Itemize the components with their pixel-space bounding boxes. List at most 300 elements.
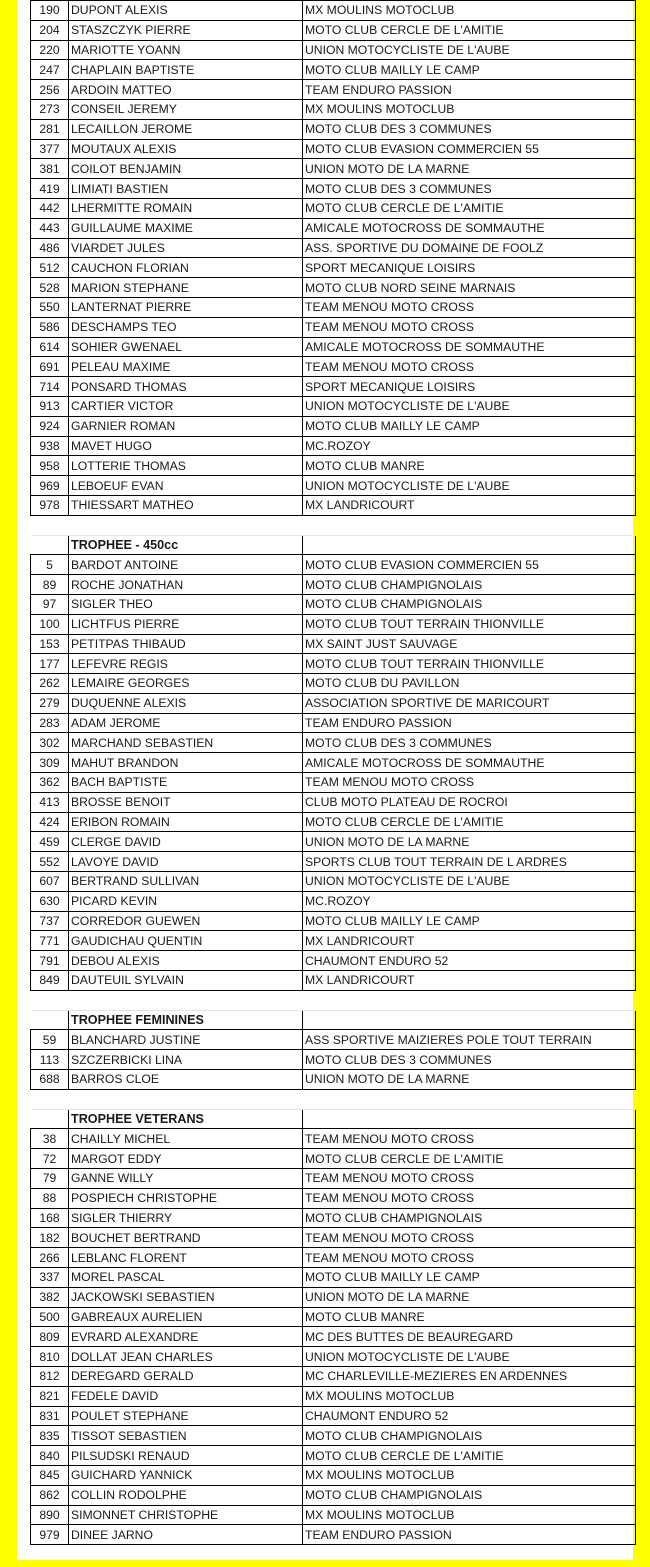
rider-number: 924 [31,416,69,436]
rider-number: 552 [31,852,69,872]
rider-name: DINEE JARNO [69,1525,303,1545]
rider-row [31,792,636,812]
rider-club: UNION MOTO DE LA MARNE [303,159,636,179]
rider-row [31,416,636,436]
rider-row [31,594,636,614]
rider-row [31,634,636,654]
rider-club: CHAUMONT ENDURO 52 [303,1406,636,1426]
rider-club: MOTO CLUB MAILLY LE CAMP [303,60,636,80]
rider-number: 382 [31,1287,69,1307]
section-spacer [31,990,636,1010]
rider-name: LEFEVRE REGIS [69,654,303,674]
rider-number: 168 [31,1208,69,1228]
rider-row [31,773,636,793]
rider-number: 377 [31,139,69,159]
rider-number: 72 [31,1149,69,1169]
rider-name: BARROS CLOE [69,1070,303,1090]
rider-club: MOTO CLUB EVASION COMMERCIEN 55 [303,139,636,159]
rider-row [31,1327,636,1347]
section-header-blank [303,1109,636,1129]
rider-row [31,40,636,60]
rider-number: 812 [31,1366,69,1386]
rider-name: MARGOT EDDY [69,1149,303,1169]
rider-number: 177 [31,654,69,674]
rider-club: ASS SPORTIVE MAIZIERES POLE TOUT TERRAIN [303,1030,636,1050]
rider-row [31,1268,636,1288]
rider-club: MOTO CLUB MANRE [303,1307,636,1327]
rider-club: TEAM MENOU MOTO CROSS [303,317,636,337]
rider-club: UNION MOTOCYCLISTE DE L'AUBE [303,1347,636,1367]
rider-name: BOUCHET BERTRAND [69,1228,303,1248]
rider-row [31,1485,636,1505]
rider-name: PELEAU MAXIME [69,357,303,377]
rider-number: 79 [31,1169,69,1189]
section-header-row [31,1010,636,1030]
rider-number: 247 [31,60,69,80]
rider-club: MOTO CLUB CERCLE DE L'AMITIE [303,812,636,832]
rider-name: MARCHAND SEBASTIEN [69,733,303,753]
rider-name: FEDELE DAVID [69,1386,303,1406]
rider-row [31,1248,636,1268]
rider-club: MX SAINT JUST SAUVAGE [303,634,636,654]
rider-number: 512 [31,258,69,278]
rider-row [31,555,636,575]
rider-club: TEAM MENOU MOTO CROSS [303,1228,636,1248]
rider-name: SOHIER GWENAEL [69,337,303,357]
rider-number: 831 [31,1406,69,1426]
rider-number: 443 [31,218,69,238]
rider-name: LEBLANC FLORENT [69,1248,303,1268]
rider-club: MOTO CLUB DES 3 COMMUNES [303,733,636,753]
rider-club: UNION MOTO DE LA MARNE [303,1287,636,1307]
rider-club: TEAM MENOU MOTO CROSS [303,1248,636,1268]
rider-name: GAUDICHAU QUENTIN [69,931,303,951]
rider-name: MARIOTTE YOANN [69,40,303,60]
rider-number: 442 [31,198,69,218]
section-spacer [31,1089,636,1109]
rider-name: LANTERNAT PIERRE [69,297,303,317]
rider-club: MOTO CLUB DES 3 COMMUNES [303,1050,636,1070]
rider-club: MC CHARLEVILLE-MEZIERES EN ARDENNES [303,1366,636,1386]
rider-club: CLUB MOTO PLATEAU DE ROCROI [303,792,636,812]
rider-name: LEMAIRE GEORGES [69,674,303,694]
rider-name: ROCHE JONATHAN [69,575,303,595]
rider-row [31,1525,636,1545]
rider-name: GUICHARD YANNICK [69,1465,303,1485]
rider-name: GUILLAUME MAXIME [69,218,303,238]
rider-club: MOTO CLUB CERCLE DE L'AMITIE [303,198,636,218]
rider-name: MARION STEPHANE [69,278,303,298]
section-header-row [31,1109,636,1129]
rider-number: 849 [31,971,69,991]
rider-name: PICARD KEVIN [69,891,303,911]
rider-row [31,80,636,100]
rider-name: PILSUDSKI RENAUD [69,1446,303,1466]
rider-number: 500 [31,1307,69,1327]
rider-row [31,297,636,317]
rider-row [31,971,636,991]
rider-row [31,60,636,80]
rider-number: 89 [31,575,69,595]
rider-club: UNION MOTO DE LA MARNE [303,832,636,852]
rider-row [31,1228,636,1248]
rider-number: 419 [31,179,69,199]
rider-number: 958 [31,456,69,476]
rider-club: CHAUMONT ENDURO 52 [303,951,636,971]
rider-club: TEAM MENOU MOTO CROSS [303,297,636,317]
rider-row [31,1386,636,1406]
rider-name: TISSOT SEBASTIEN [69,1426,303,1446]
rider-row [31,179,636,199]
rider-club: AMICALE MOTOCROSS DE SOMMAUTHE [303,753,636,773]
rider-name: DUPONT ALEXIS [69,1,303,21]
rider-name: BARDOT ANTOINE [69,555,303,575]
rider-name: PONSARD THOMAS [69,377,303,397]
rider-row [31,575,636,595]
rider-number: 100 [31,614,69,634]
rider-row [31,852,636,872]
rider-club: TEAM MENOU MOTO CROSS [303,773,636,793]
rider-number: 979 [31,1525,69,1545]
rider-row [31,1406,636,1426]
rider-club: MC.ROZOY [303,891,636,911]
rider-number: 279 [31,693,69,713]
rider-number: 97 [31,594,69,614]
rider-club: SPORT MECANIQUE LOISIRS [303,377,636,397]
spacer-cell [303,990,636,1010]
rider-number: 845 [31,1465,69,1485]
rider-club: AMICALE MOTOCROSS DE SOMMAUTHE [303,218,636,238]
rider-name: SIGLER THEO [69,594,303,614]
section-header-blank [31,1010,69,1030]
rider-number: 978 [31,495,69,515]
rider-name: PETITPAS THIBAUD [69,634,303,654]
rider-club: TEAM MENOU MOTO CROSS [303,357,636,377]
rider-club: MOTO CLUB DES 3 COMMUNES [303,179,636,199]
rider-row [31,654,636,674]
section-title: TROPHEE VETERANS [69,1109,303,1129]
rider-number: 771 [31,931,69,951]
rider-name: BACH BAPTISTE [69,773,303,793]
rider-club: MX MOULINS MOTOCLUB [303,1505,636,1525]
section-header-blank [31,535,69,555]
rider-name: DESCHAMPS TEO [69,317,303,337]
rider-name: POULET STEPHANE [69,1406,303,1426]
rider-name: DOLLAT JEAN CHARLES [69,1347,303,1367]
rider-row [31,1169,636,1189]
rider-name: STASZCZYK PIERRE [69,20,303,40]
rider-number: 459 [31,832,69,852]
rider-name: LAVOYE DAVID [69,852,303,872]
spacer-cell [303,515,636,535]
spacer-cell [303,1089,636,1109]
rider-club: MX MOULINS MOTOCLUB [303,1465,636,1485]
rider-club: MX MOULINS MOTOCLUB [303,99,636,119]
rider-number: 737 [31,911,69,931]
entry-list-sheet [17,0,633,1560]
rider-name: CLERGE DAVID [69,832,303,852]
rider-name: ARDOIN MATTEO [69,80,303,100]
rider-number: 59 [31,1030,69,1050]
rider-row [31,1465,636,1485]
rider-row [31,317,636,337]
rider-number: 586 [31,317,69,337]
rider-row [31,1208,636,1228]
rider-club: UNION MOTO DE LA MARNE [303,1070,636,1090]
rider-name: MOREL PASCAL [69,1268,303,1288]
rider-name: CAUCHON FLORIAN [69,258,303,278]
rider-name: VIARDET JULES [69,238,303,258]
rider-name: DUQUENNE ALEXIS [69,693,303,713]
rider-row [31,258,636,278]
rider-club: UNION MOTOCYCLISTE DE L'AUBE [303,396,636,416]
rider-number: 821 [31,1386,69,1406]
spacer-cell [69,990,303,1010]
rider-row [31,753,636,773]
rider-name: GARNIER ROMAN [69,416,303,436]
rider-club: SPORT MECANIQUE LOISIRS [303,258,636,278]
rider-name: BERTRAND SULLIVAN [69,872,303,892]
section-header-blank [31,1109,69,1129]
rider-club: MOTO CLUB CHAMPIGNOLAIS [303,1208,636,1228]
rider-number: 840 [31,1446,69,1466]
rider-club: UNION MOTOCYCLISTE DE L'AUBE [303,872,636,892]
section-spacer [31,515,636,535]
rider-row [31,278,636,298]
rider-row [31,139,636,159]
rider-club: MC.ROZOY [303,436,636,456]
rider-row [31,495,636,515]
rider-name: EVRARD ALEXANDRE [69,1327,303,1347]
rider-club: MX MOULINS MOTOCLUB [303,1,636,21]
rider-row [31,1129,636,1149]
rider-row [31,218,636,238]
rider-row [31,1307,636,1327]
rider-club: TEAM ENDURO PASSION [303,80,636,100]
rider-number: 413 [31,792,69,812]
section-title: TROPHEE FEMININES [69,1010,303,1030]
rider-name: BROSSE BENOIT [69,792,303,812]
rider-name: THIESSART MATHEO [69,495,303,515]
spacer-cell [69,1089,303,1109]
rider-club: MOTO CLUB NORD SEINE MARNAIS [303,278,636,298]
rider-club: MX LANDRICOURT [303,931,636,951]
rider-row [31,119,636,139]
rider-row [31,159,636,179]
rider-row [31,812,636,832]
rider-club: MOTO CLUB MAILLY LE CAMP [303,1268,636,1288]
rider-name: LEBOEUF EVAN [69,476,303,496]
rider-row [31,377,636,397]
rider-number: 688 [31,1070,69,1090]
rider-number: 88 [31,1188,69,1208]
rider-club: MOTO CLUB DU PAVILLON [303,674,636,694]
rider-club: TEAM ENDURO PASSION [303,1525,636,1545]
rider-club: MOTO CLUB MAILLY LE CAMP [303,416,636,436]
rider-row [31,1,636,21]
rider-club: ASS. SPORTIVE DU DOMAINE DE FOOLZ [303,238,636,258]
rider-number: 381 [31,159,69,179]
rider-name: DEBOU ALEXIS [69,951,303,971]
rider-row [31,436,636,456]
section-title: TROPHEE - 450cc [69,535,303,555]
rider-club: MOTO CLUB CERCLE DE L'AMITIE [303,1149,636,1169]
rider-row [31,1070,636,1090]
rider-number: 890 [31,1505,69,1525]
rider-row [31,693,636,713]
rider-number: 938 [31,436,69,456]
rider-name: GABREAUX AURELIEN [69,1307,303,1327]
rider-row [31,20,636,40]
rider-number: 182 [31,1228,69,1248]
rider-club: MOTO CLUB CHAMPIGNOLAIS [303,1426,636,1446]
rider-name: LHERMITTE ROMAIN [69,198,303,218]
rider-number: 486 [31,238,69,258]
rider-club: MX LANDRICOURT [303,495,636,515]
rider-number: 630 [31,891,69,911]
rider-number: 607 [31,872,69,892]
rider-name: DAUTEUIL SYLVAIN [69,971,303,991]
rider-number: 714 [31,377,69,397]
rider-number: 38 [31,1129,69,1149]
rider-club: UNION MOTOCYCLISTE DE L'AUBE [303,476,636,496]
rider-number: 337 [31,1268,69,1288]
rider-row [31,832,636,852]
rider-row [31,713,636,733]
rider-number: 309 [31,753,69,773]
rider-number: 5 [31,555,69,575]
rider-club: TEAM ENDURO PASSION [303,713,636,733]
rider-number: 810 [31,1347,69,1367]
rider-row [31,357,636,377]
rider-row [31,1347,636,1367]
rider-number: 266 [31,1248,69,1268]
spacer-cell [31,990,69,1010]
rider-row [31,931,636,951]
rider-name: JACKOWSKI SEBASTIEN [69,1287,303,1307]
rider-name: LIMIATI BASTIEN [69,179,303,199]
rider-number: 835 [31,1426,69,1446]
rider-row [31,198,636,218]
rider-row [31,872,636,892]
rider-club: MOTO CLUB EVASION COMMERCIEN 55 [303,555,636,575]
rider-number: 969 [31,476,69,496]
rider-number: 273 [31,99,69,119]
rider-club: ASSOCIATION SPORTIVE DE MARICOURT [303,693,636,713]
rider-number: 809 [31,1327,69,1347]
rider-club: MC DES BUTTES DE BEAUREGARD [303,1327,636,1347]
rider-name: ADAM JEROME [69,713,303,733]
entry-list-table [30,0,636,1545]
rider-club: MOTO CLUB MAILLY LE CAMP [303,911,636,931]
rider-row [31,1050,636,1070]
rider-number: 528 [31,278,69,298]
spacer-cell [31,1089,69,1109]
rider-row [31,733,636,753]
spacer-cell [69,515,303,535]
rider-club: MOTO CLUB MANRE [303,456,636,476]
rider-number: 153 [31,634,69,654]
rider-name: SIGLER THIERRY [69,1208,303,1228]
rider-name: BLANCHARD JUSTINE [69,1030,303,1050]
rider-number: 283 [31,713,69,733]
rider-number: 113 [31,1050,69,1070]
rider-club: MX MOULINS MOTOCLUB [303,1386,636,1406]
rider-row [31,951,636,971]
rider-name: GANNE WILLY [69,1169,303,1189]
rider-name: MAVET HUGO [69,436,303,456]
rider-row [31,396,636,416]
section-header-blank [303,1010,636,1030]
rider-name: LICHTFUS PIERRE [69,614,303,634]
rider-name: CHAPLAIN BAPTISTE [69,60,303,80]
rider-club: MOTO CLUB TOUT TERRAIN THIONVILLE [303,614,636,634]
rider-number: 791 [31,951,69,971]
rider-row [31,674,636,694]
rider-name: CARTIER VICTOR [69,396,303,416]
rider-name: SZCZERBICKI LINA [69,1050,303,1070]
rider-club: AMICALE MOTOCROSS DE SOMMAUTHE [303,337,636,357]
rider-row [31,1149,636,1169]
rider-row [31,1505,636,1525]
rider-club: MOTO CLUB DES 3 COMMUNES [303,119,636,139]
rider-name: CHAILLY MICHEL [69,1129,303,1149]
rider-row [31,337,636,357]
rider-name: CONSEIL JEREMY [69,99,303,119]
rider-name: MOUTAUX ALEXIS [69,139,303,159]
rider-club: MOTO CLUB CERCLE DE L'AMITIE [303,1446,636,1466]
rider-number: 691 [31,357,69,377]
rider-name: ERIBON ROMAIN [69,812,303,832]
rider-club: MOTO CLUB TOUT TERRAIN THIONVILLE [303,654,636,674]
rider-row [31,1426,636,1446]
rider-row [31,1188,636,1208]
rider-row [31,911,636,931]
rider-club: MX LANDRICOURT [303,971,636,991]
rider-club: TEAM MENOU MOTO CROSS [303,1169,636,1189]
rider-number: 913 [31,396,69,416]
rider-name: DEREGARD GERALD [69,1366,303,1386]
rider-club: TEAM MENOU MOTO CROSS [303,1129,636,1149]
rider-number: 220 [31,40,69,60]
rider-number: 424 [31,812,69,832]
rider-club: SPORTS CLUB TOUT TERRAIN DE L ARDRES [303,852,636,872]
section-header-row [31,535,636,555]
rider-name: MAHUT BRANDON [69,753,303,773]
rider-row [31,238,636,258]
rider-number: 362 [31,773,69,793]
rider-number: 302 [31,733,69,753]
section-header-blank [303,535,636,555]
rider-row [31,891,636,911]
rider-club: MOTO CLUB CHAMPIGNOLAIS [303,594,636,614]
rider-name: LECAILLON JEROME [69,119,303,139]
rider-club: MOTO CLUB CERCLE DE L'AMITIE [303,20,636,40]
rider-name: LOTTERIE THOMAS [69,456,303,476]
rider-row [31,614,636,634]
rider-club: TEAM MENOU MOTO CROSS [303,1188,636,1208]
rider-name: CORREDOR GUEWEN [69,911,303,931]
rider-name: COILOT BENJAMIN [69,159,303,179]
rider-row [31,456,636,476]
rider-club: MOTO CLUB CHAMPIGNOLAIS [303,1485,636,1505]
rider-row [31,476,636,496]
rider-number: 614 [31,337,69,357]
spacer-cell [31,515,69,535]
rider-number: 190 [31,1,69,21]
rider-number: 281 [31,119,69,139]
rider-row [31,1287,636,1307]
